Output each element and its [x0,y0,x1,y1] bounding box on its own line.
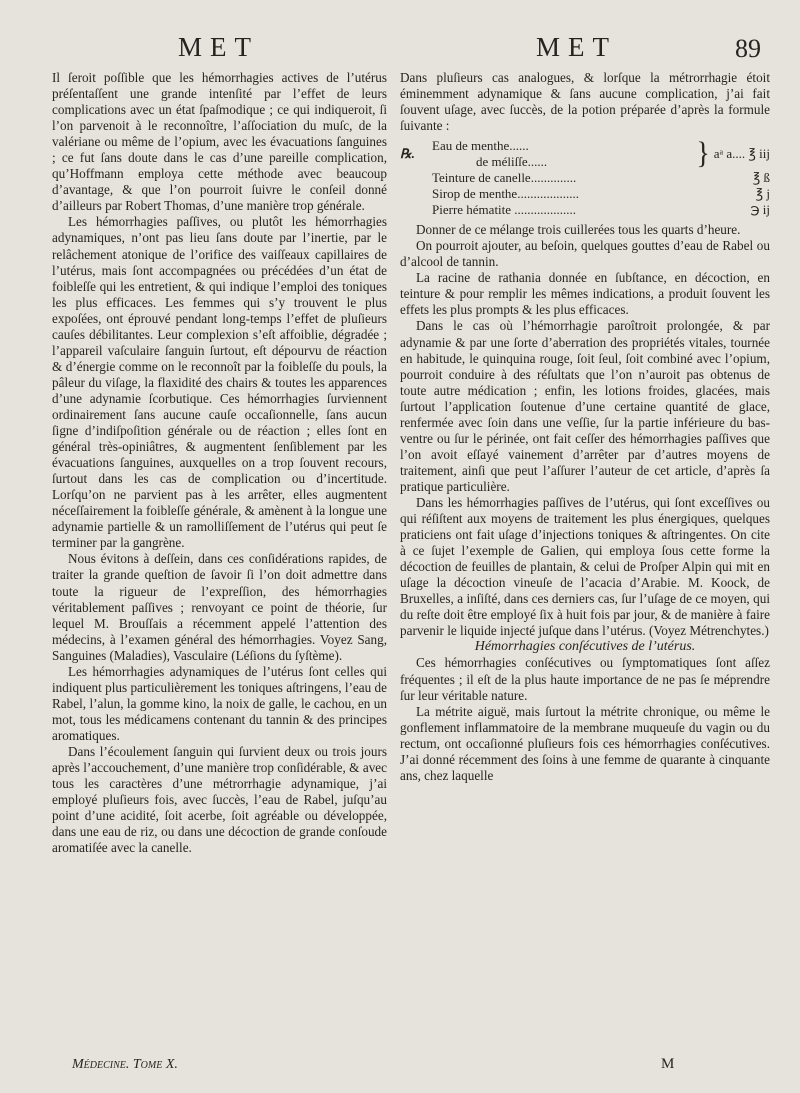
formula-quantity: aᵃ a.... ℥ iij [713,146,770,162]
paragraph: Ces hémorrhagies conſécutives ou ſymptomatiques ſont aſſez fréquentes ; il eſt de la plus haute importance de ne pas ſe méprendre ſur leur véritable nature. [400,655,770,703]
paragraph: Donner de ce mélange trois cuillerées tous les quarts d’heure. [416,222,741,238]
paragraph: Dans l’écoulement ſanguin qui ſurvient deux ou trois jours après l’accouchement, d’une manière trop conſidérable, & avec tous les caractères d’une métrorrhagie adynamique, j’ai employé pluſieurs fois, avec ſuccès, l’eau de Rabel, juſqu’au point d’une acidité, ſoit acerbe, ſoit agréable ou développée, dans une eau de riz, ou dans une décoction de grande conſoude aromatiſée avec la canelle. [52,743,387,856]
signature-mark: M [661,1056,675,1072]
paragraph: Il ſeroit poſſible que les hémorrhagies actives de l’utérus préſentaſſent une grande intenſité par l’effet de leurs complications avec un état ſpaſmodique ; ce qui indiqueroit, ſi l’on parvenoit à le reconnoître, l’aſſociation du muſc, de la valériane ou même de l’opium, avec les évacuations ſanguines ; ce fut ſans doute dans le cas d’une pareille complication, qu’Hoffmann employa cette méthode avec beaucoup d’avantage, & que l’on pourroit ſuivre le conſeil donné d’ailleurs par Robert Thomas, d’une manière trop générale. [52,70,387,214]
paragraph: Dans le cas où l’hémorrhagie paroîtroit prolongée, & par adynamie & par une ſorte d’aberration des propriétés vitales, tournée en habitude, le quinquina rouge, ſoit ſeul, ſoit combiné avec l’opium, pourroit conduire à des réſultats que l’on n’auroit pas obtenus de toute autre médication ; enfin, les lotions froides, glacées, mais ſurtout l’application ſoutenue d’une certaine quantité de glace, renfermée avec ſoin dans une veſſie, ſur la partie inférieure du bas-ventre ou ſur le périnée, ont fait ceſſer des hémorrhagies paſſives que l’on avoit eſſayé vainement d’arrêter par d’autres moyens de traitement, ainſi que peut l’aſſurer l’auteur de cet article, d’après ſa pratique particulière. [400,318,770,494]
paragraph: Dans les hémorrhagies paſſives de l’utérus, qui ſont exceſſives ou qui réſiſtent aux moyens de traitement les plus énergiques, quelques praticiens ont fait uſage d’injections toniques & aſtringentes. On cite à ce ſujet l’exemple de Galien, qui employa ſous cette forme la décoction de feuilles de plantain, & celui de Proſper Alpin qui mit en uſage la décoction vineuſe de l’acacia d’Arabie. M. Koock, de Bruxelles, a inſiſté, dans ces derniers cas, ſur l’uſage de ce moyen, qui du reſte doit être employé ſix à huit fois par jour, & de manière à faire parvenir le liquide injecté juſque dans l’utérus. (Voyez Métrenchytes.) [400,494,770,639]
section-subheading: Hémorrhagies conſécutives de l’utérus. [474,639,696,655]
running-head-right: MET [536,32,617,62]
formula-quantity: ℥ j [755,186,770,202]
formula-ingredient: Sirop de menthe................... [432,186,579,202]
formula-quantity: ℥ ß [752,170,770,186]
right-column [400,70,770,784]
paragraph: On pourroit ajouter, au beſoin, quelques gouttes d’eau de Rabel ou d’alcool de tannin. [400,238,770,270]
formula-row [400,170,770,186]
formula-ingredient: de méliſſe...... [476,154,548,170]
running-head-left: MET [178,32,259,62]
recipe-mark: ℞. [400,146,415,162]
paragraph: Nous évitons à deſſein, dans ces conſidérations rapides, de traiter la grande queſtion de ſavoir ſi l’on doit admettre dans toute la rigueur de l’expreſſion, des hémorrhagies véritablement paſſives ; renvoyant ce point de théorie, ſur lequel M. Brouſſais a récemment appelé l’attention des médecins, à l’examen général des hémorrhagies. Voyez Sang, Sanguines (Maladies), Vasculaire (Léſions du ſyſtème). [52,551,387,663]
formula-quantity: ℈ ij [750,202,770,218]
paragraph: Les hémorrhagies paſſives, ou plutôt les hémorrhagies adynamiques, n’ont pas lieu ſans doute par l’inertie, par le relâchement atonique de l’orifice des vaiſſeaux capillaires de l’utérus, mais ſont accompagnées ou précédées d’un état de foibleſſe qui les entretient, & qui indique l’emploi des toniques les plus efficaces. Les femmes qui s’y trouvent le plus expoſées, ont éprouvé pendant long-temps l’effet de pluſieurs cauſes débilitantes. Leur complexion s’eſt affoiblie, dégradée ; l’appareil vaſculaire ſanguin ſurtout, eſt dépourvu de réaction & d’énergie comme on le reconnoît par la foibleſſe du pouls, la pâleur du viſage, la flaxidité des chairs & toutes les apparences d’une adynamie ſcorbutique. Ces hémorrhagies ſurviennent ordinairement ſans aucune cauſe occaſionnelle, ſans aucun ſigne d’indiſpoſition générale ou de réaction ; elles ſont en général très-opiniâtres, & augmentent ſenſiblement par les évacuations ſanguines, auxquelles on a trop ſouvent recours, ſurtout dans les cas de complication ou d’incertitude. Lorſqu’on ne parvient pas à les arrêter, elles augmentent néceſſairement la foibleſſe générale, & amènent à la longue une adynamie partielle & un ramolliſſement de l’utérus qui peut ſe terminer par la gangrène. [52,214,387,551]
formula-ingredient: Eau de menthe...... [432,138,529,154]
paragraph: Dans pluſieurs cas analogues, & lorſque la métrorrhagie étoit éminemment adynamique & ſans aucune complication, j’ai fait ſouvent uſage, avec ſuccès, de la potion préparée d’après la formule ſuivante : [400,70,770,134]
brace-icon: } [696,136,710,171]
paragraph: La racine de rathania donnée en ſubſtance, en décoction, en teinture & pour remplir les mêmes indications, a produit ſouvent les effets les plus prompts & les plus efficaces. [400,270,770,318]
page-number: 89 [735,34,761,63]
formula-row [400,202,770,218]
formula-ingredient: Pierre hématite ................... [432,202,577,218]
formula-row [400,186,770,202]
paragraph: Les hémorrhagies adynamiques de l’utérus ſont celles qui indiquent plus particulièrement les toniques aſtringens, l’eau de Rabel, l’alun, la gomme kino, la noix de galle, le cachou, en un mot, tous les médicamens contenant du tannin & des principes aromatiques. [52,663,387,743]
left-column [52,70,387,856]
footer-volume: Médecine. Tome X. [72,1057,178,1072]
prescription-formula [400,138,770,218]
formula-ingredient: Teinture de canelle.............. [432,170,577,186]
paragraph: La métrite aiguë, mais ſurtout la métrite chronique, ou même le gonflement inflammatoire de la membrane muqueuſe du vagin ou du rectum, ont occaſionné pluſieurs fois ces hémorrhagies conſécutives. J’ai donné récemment des ſoins à une femme de quarante à cinquante ans, chez laquelle [400,703,770,783]
formula-brace-group [400,138,770,170]
